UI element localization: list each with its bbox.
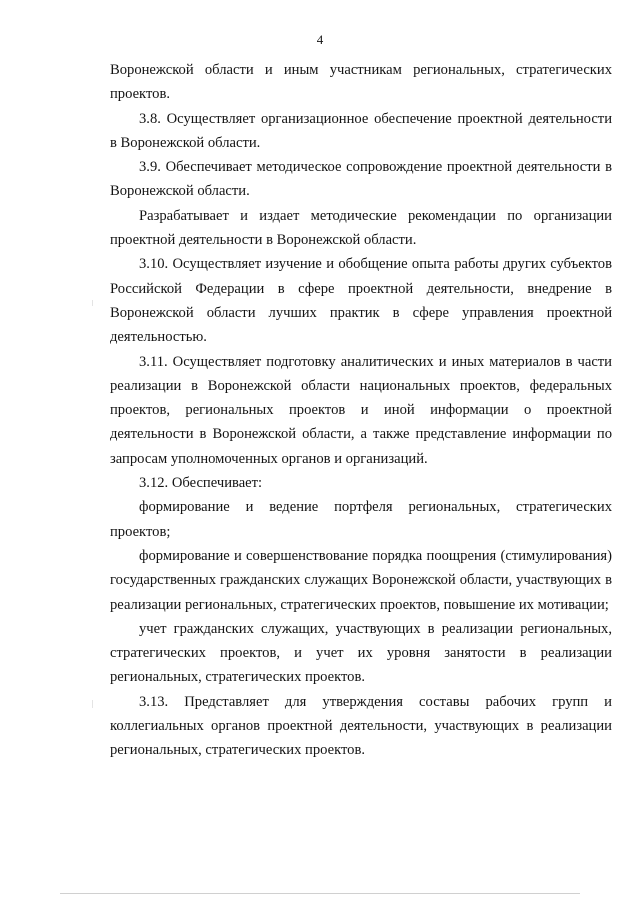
paragraph-continuation: Воронежской области и иным участникам региональных, стратегических проектов. [110,62,612,103]
paragraph-portfolio: формирование и ведение портфеля региональных, стратегических проектов; [110,499,612,540]
scan-speck [92,700,93,708]
paragraph-3-12: 3.12. Обеспечивает: [139,475,263,492]
scan-speck [92,300,93,306]
paragraph-3-10: 3.10. Осуществляет изучение и обобщение опыта работы других субъектов Российской Федерации в сфере проектной деятельности, внедрение в Воронежской области лучших практик в сфере управления проектной деятельностью. [110,256,612,346]
document-body [110,58,612,763]
paragraph-staff-accounting: учет гражданских служащих, участвующих в реализации региональных, стратегических проектов, и учет их уровня занятости в реализации региональных, стратегических проектов. [110,620,612,686]
paragraph-incentives: формирование и совершенствование порядка поощрения (стимулирования) государственных гражданских служащих Воронежской области, участвующих в реализации региональных, стратегических проектов, повышение их мотивации; [110,547,612,613]
paragraph-methodical-recommendations: Разрабатывает и издает методические рекомендации по организации проектной деятельности в Воронежской области. [110,207,612,249]
paragraph-3-9: 3.9. Обеспечивает методическое сопровождение проектной деятельности в Воронежской области. [110,159,612,200]
page-number: 4 [316,32,324,47]
paragraph-3-11: 3.11. Осуществляет подготовку аналитических и иных материалов в части реализации в Воронежской области национальных проектов, федеральных проектов, региональных проектов и иной информации о проектной деятельности в Воронежской области, а также представление информации по запросам уполномоченных органов и организаций. [110,353,612,467]
paragraph-3-8: 3.8. Осуществляет организационное обеспечение проектной деятельности в Воронежской области. [110,110,612,151]
paragraph-3-13: 3.13. Представляет для утверждения составы рабочих групп и коллегиальных органов проектной деятельности, участвующих в реализации региональных, стратегических проектов. [110,693,612,759]
scan-edge-line [60,893,580,894]
